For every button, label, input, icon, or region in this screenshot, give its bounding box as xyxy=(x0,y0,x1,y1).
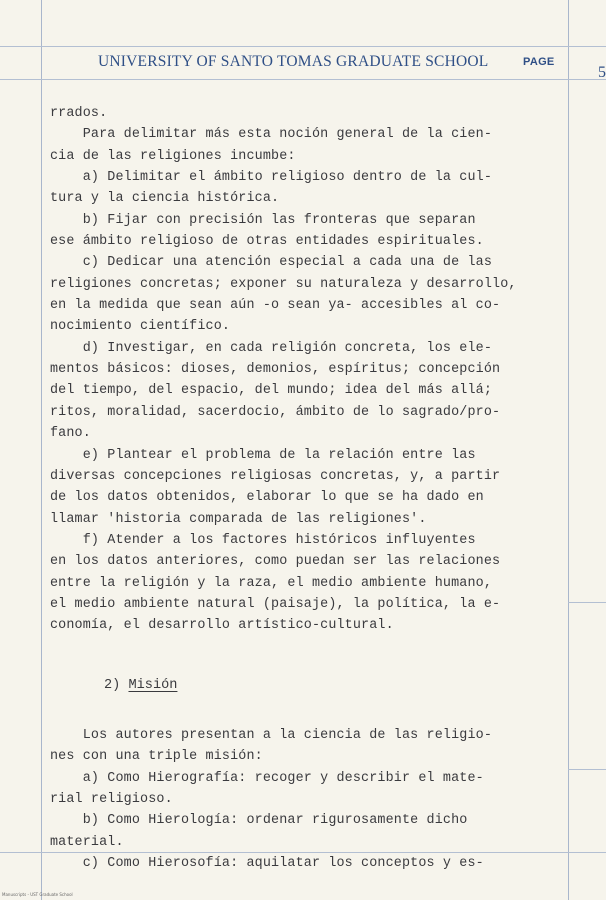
text-line: d) Investigar, en cada religión concreta, los ele- xyxy=(50,340,493,356)
page-header xyxy=(98,53,558,75)
section-title: Misión xyxy=(128,678,178,693)
text-line: tura y la ciencia histórica. xyxy=(50,191,280,207)
section-number: 2) xyxy=(104,678,129,693)
text-line: en los datos anteriores, como puedan ser las relaciones xyxy=(50,554,501,570)
typed-body xyxy=(50,103,570,637)
text-line: nes con una triple misión: xyxy=(50,749,263,765)
text-line: cia de las religiones incumbe: xyxy=(50,148,296,164)
text-line: c) Dedicar una atención especial a cada una de las xyxy=(50,255,493,271)
text-line: religiones concretas; exponer su naturaleza y desarrollo, xyxy=(50,276,517,292)
text-line: a) Delimitar el ámbito religioso dentro de la cul- xyxy=(50,170,493,186)
school-name: UNIVERSITY OF SANTO TOMAS GRADUATE SCHOOL xyxy=(98,53,489,70)
typed-body-continued xyxy=(50,725,570,874)
text-line: Para delimitar más esta noción general de la cien- xyxy=(50,127,493,143)
scan-footer-note: Manuscripts - UST Graduate School xyxy=(2,892,73,897)
text-line: rrados. xyxy=(50,106,108,121)
text-line: material. xyxy=(50,834,124,850)
section-heading xyxy=(104,678,177,693)
left-margin-rule xyxy=(41,0,42,900)
text-line: nocimiento científico. xyxy=(50,319,231,335)
margin-tick-rule xyxy=(568,602,606,603)
text-line: llamar 'historia comparada de las religiones'. xyxy=(50,511,427,527)
top-rule xyxy=(0,46,606,47)
page-number: 5 xyxy=(598,64,606,81)
page-label: PAGE xyxy=(523,56,555,68)
text-line: a) Como Hierografía: recoger y describir el mate- xyxy=(50,770,484,786)
text-line: en la medida que sean aún -o sean ya- accesibles al co- xyxy=(50,298,501,314)
text-line: conomía, el desarrollo artístico-cultural. xyxy=(50,618,394,634)
text-line: rial religioso. xyxy=(50,792,173,808)
text-line: el medio ambiente natural (paisaje), la política, la e- xyxy=(50,596,501,612)
text-line: mentos básicos: dioses, demonios, espíritus; concepción xyxy=(50,362,501,378)
text-line: entre la religión y la raza, el medio ambiente humano, xyxy=(50,575,493,591)
text-line: f) Atender a los factores históricos influyentes xyxy=(50,532,476,548)
text-line: de los datos obtenidos, elaborar lo que se ha dado en xyxy=(50,490,484,506)
text-line: ritos, moralidad, sacerdocio, ámbito de lo sagrado/pro- xyxy=(50,404,501,420)
text-line: Los autores presentan a la ciencia de las religio- xyxy=(50,728,493,743)
text-line: e) Plantear el problema de la relación entre las xyxy=(50,447,476,463)
margin-tick-rule xyxy=(568,769,606,770)
text-line: b) Fijar con precisión las fronteras que separan xyxy=(50,212,476,228)
text-line: fano. xyxy=(50,426,91,442)
text-line: diversas concepciones religiosas concretas, y, a partir xyxy=(50,468,501,484)
text-line: del tiempo, del espacio, del mundo; idea del más allá; xyxy=(50,383,493,399)
text-line: b) Como Hierología: ordenar rigurosamente dicho xyxy=(50,813,468,829)
header-rule xyxy=(0,79,606,80)
text-line: c) Como Hierosofía: aquilatar los conceptos y es- xyxy=(50,856,484,872)
text-line: ese ámbito religioso de otras entidades espirituales. xyxy=(50,234,484,250)
